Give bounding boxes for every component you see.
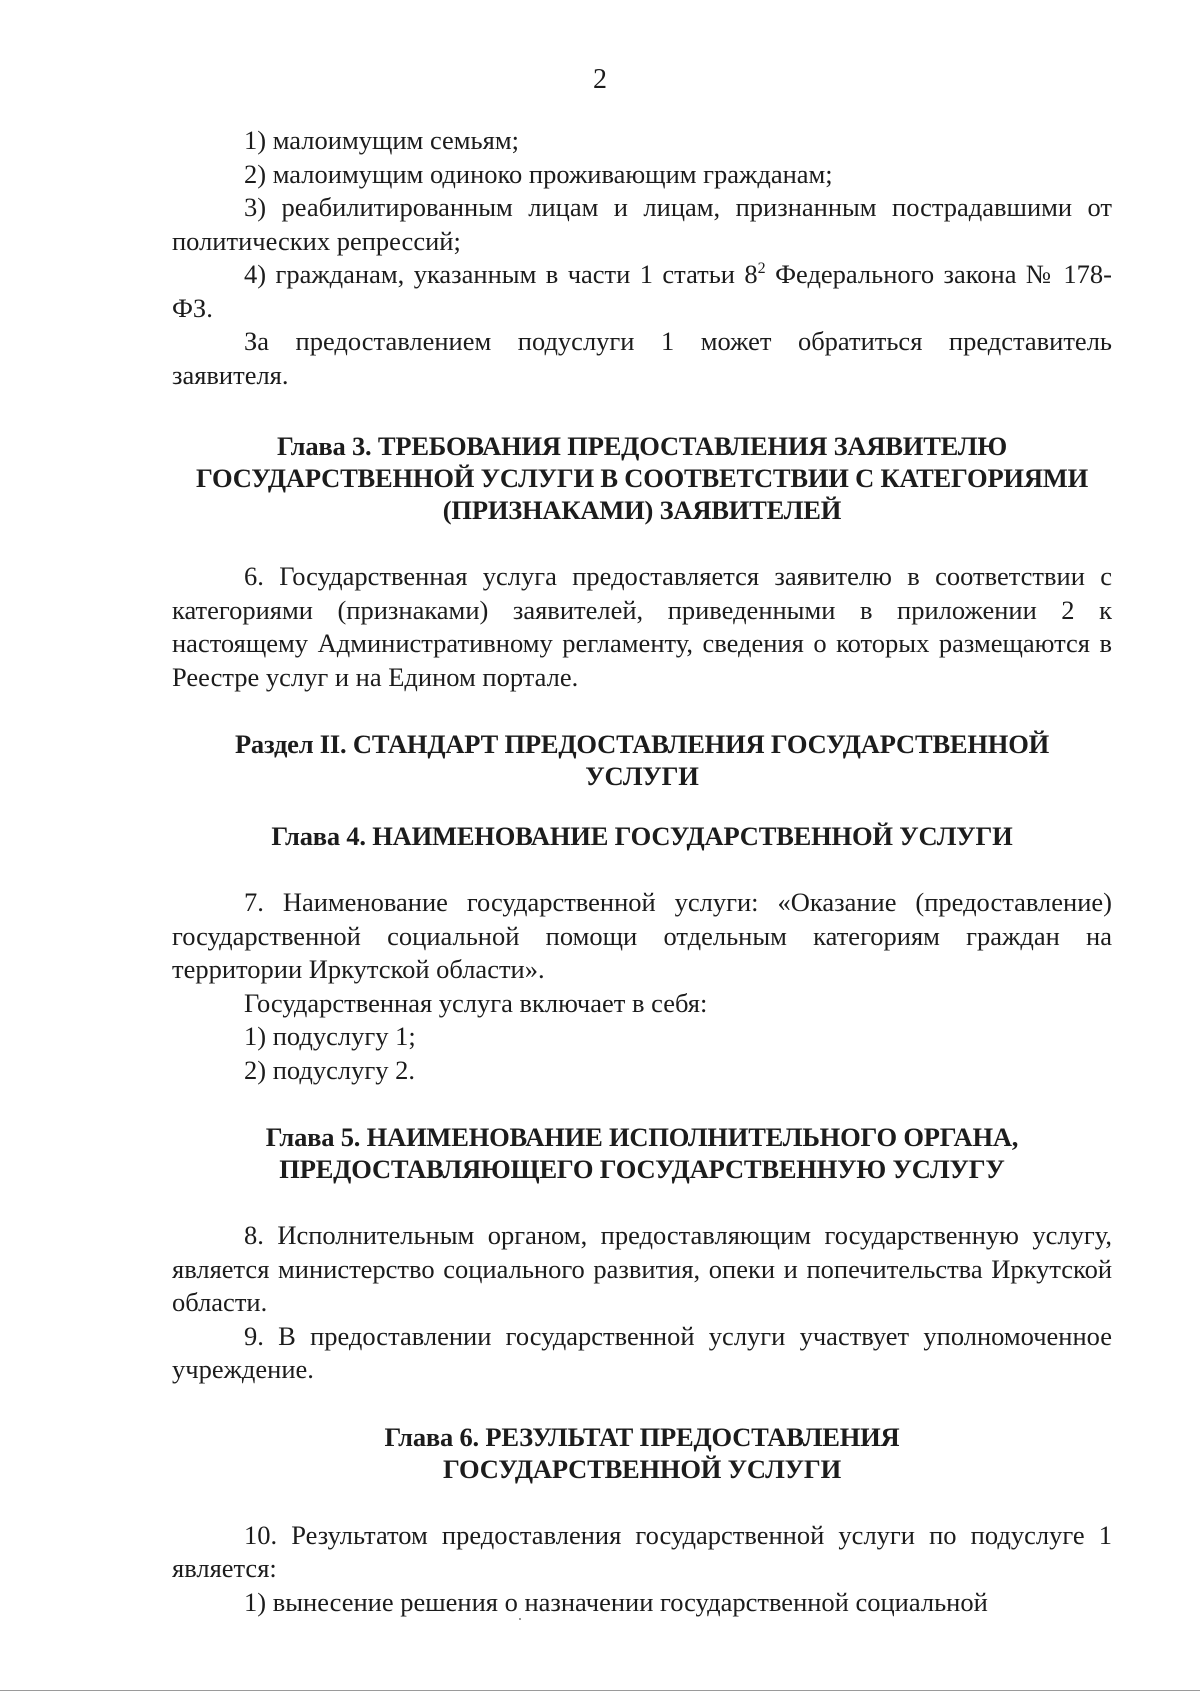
heading-line: ПРЕДОСТАВЛЯЮЩЕГО ГОСУДАРСТВЕННУЮ УСЛУГУ: [279, 1154, 1005, 1184]
document-body: [172, 124, 1112, 1619]
scan-speck: [519, 1618, 521, 1620]
paragraph: 3) реабилитированным лицам и лицам, признанным пострадавшими от политических репрессий;: [172, 192, 1112, 256]
paragraph: 10. Результатом предоставления государственной услуги по подуслуге 1 является:: [172, 1519, 1112, 1583]
heading-line: ГОСУДАРСТВЕННОЙ УСЛУГИ В СООТВЕТСТВИИ С КАТЕГОРИЯМИ: [195, 463, 1089, 493]
paragraph: 1) вынесение решения о назначении государственной социальной: [244, 1586, 988, 1617]
text-run: Федерального закона № 178-ФЗ.: [172, 259, 1112, 323]
scan-edge-line: [0, 1690, 1200, 1691]
heading-line: УСЛУГИ: [585, 761, 699, 791]
chapter-heading: [172, 430, 1112, 526]
page-number: 2: [593, 64, 607, 95]
paragraph: Государственная услуга включает в себя:: [244, 987, 708, 1018]
heading-line: Раздел II. СТАНДАРТ ПРЕДОСТАВЛЕНИЯ ГОСУДАРСТВЕННОЙ: [234, 729, 1050, 759]
list-item: 2) малоимущим одиноко проживающим гражданам;: [244, 158, 833, 189]
heading-line: Глава 3. ТРЕБОВАНИЯ ПРЕДОСТАВЛЕНИЯ ЗАЯВИТЕЛЮ: [277, 431, 1007, 461]
superscript: 2: [757, 260, 766, 277]
heading-line: Глава 5. НАИМЕНОВАНИЕ ИСПОЛНИТЕЛЬНОГО ОРГАНА,: [265, 1122, 1019, 1152]
chapter-heading: [172, 820, 1112, 852]
paragraph: [172, 258, 1112, 325]
text-run: 4) гражданам, указанным в части 1 статьи 8: [244, 259, 758, 289]
list-item: 1) малоимущим семьям;: [244, 125, 519, 155]
paragraph: За предоставлением подуслуги 1 может обратиться представитель заявителя.: [172, 326, 1112, 390]
paragraph: 6. Государственная услуга предоставляется заявителю в соответствии с категориями (признаками) заявителей, приведенными в приложении 2 к настоящему Административному регламенту, сведения о которых размещаются в Реестре услуг и на Едином портале.: [172, 561, 1112, 692]
paragraph: 8. Исполнительным органом, предоставляющим государственную услугу, является министерство социального развития, опеки и попечительства Иркутской области.: [172, 1220, 1112, 1317]
paragraph: 9. В предоставлении государственной услуги участвует уполномоченное учреждение.: [172, 1320, 1112, 1384]
section-heading: [172, 728, 1112, 792]
heading-line: ГОСУДАРСТВЕННОЙ УСЛУГИ: [442, 1453, 841, 1484]
paragraph: 7. Наименование государственной услуги: «Оказание (предоставление) государственной социальной помощи отдельным категориям граждан на территории Иркутской области».: [172, 887, 1112, 984]
list-item: 1) подуслугу 1;: [244, 1021, 416, 1051]
chapter-heading: [172, 1121, 1112, 1185]
list-item: 2) подуслугу 2.: [244, 1054, 415, 1085]
heading-line: Глава 6. РЕЗУЛЬТАТ ПРЕДОСТАВЛЕНИЯ: [384, 1421, 900, 1452]
heading-line: (ПРИЗНАКАМИ) ЗАЯВИТЕЛЕЙ: [442, 495, 842, 525]
chapter-heading: [172, 1421, 1112, 1485]
heading-line: Глава 4. НАИМЕНОВАНИЕ ГОСУДАРСТВЕННОЙ УСЛУГИ: [271, 821, 1013, 851]
